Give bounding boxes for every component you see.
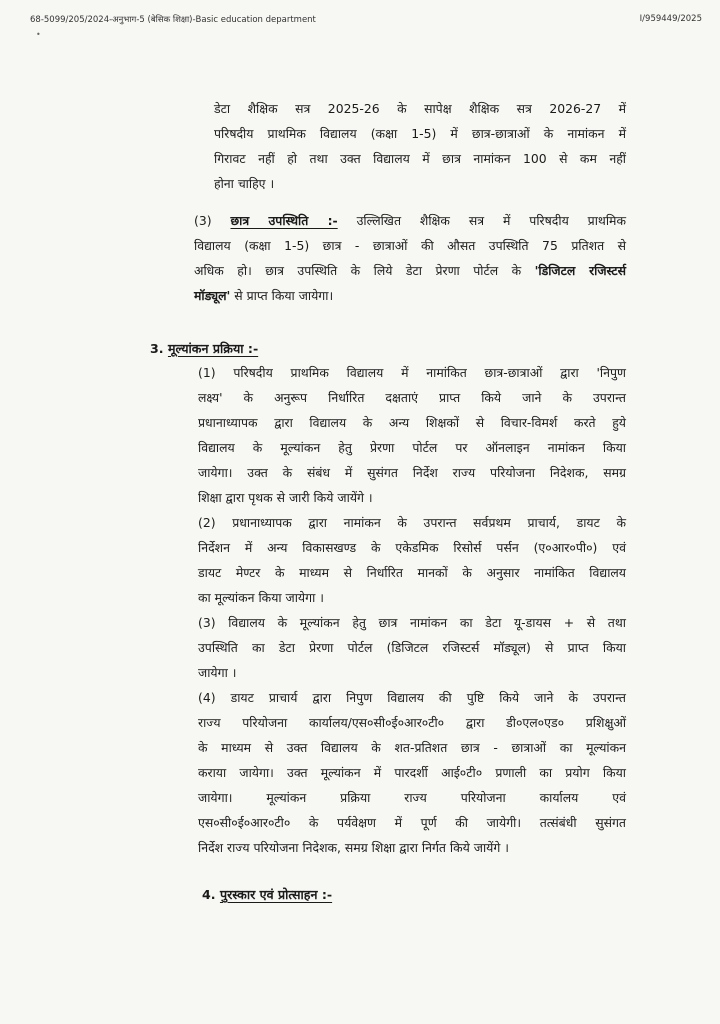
section-number: 3.	[150, 341, 164, 356]
text-line: निर्देशन में अन्य विकासखण्ड के एकेडमिक रिसोर्स पर्सन (ए०आर०पी०) एवं	[198, 540, 626, 555]
text-line	[194, 258, 626, 283]
text-fragment: अधिक हो। छात्र उपस्थिति के लिये डेटा प्रेरणा पोर्टल के	[194, 263, 522, 278]
scan-mark: •	[36, 30, 41, 39]
section-4-heading	[202, 886, 332, 903]
text-line: डायट मेण्टर के माध्यम से निर्धारित मानकों के अनुसार नामांकित विद्यालय	[198, 565, 626, 580]
text-line: (4) डायट प्राचार्य द्वारा निपुण विद्यालय की पुष्टि किये जाने के उपरान्त	[198, 690, 626, 705]
text-line: राज्य परियोजना कार्यालय/एस०सी०ई०आर०टी० द्वारा डी०एल०एड० प्रशिक्षुओं	[198, 715, 626, 730]
module-name: 'डिजिटल रजिस्टर्स	[534, 263, 626, 278]
section-title: मूल्यांकन प्रक्रिया :-	[167, 341, 259, 356]
text-line: का मूल्यांकन किया जायेगा ।	[198, 590, 324, 605]
text-line: (1) परिषदीय प्राथमिक विद्यालय में नामांकित छात्र-छात्राओं द्वारा 'निपुण	[198, 365, 626, 380]
text-fragment: से प्राप्त किया जायेगा।	[234, 288, 334, 303]
text-line: उपस्थिति का डेटा प्रेरणा पोर्टल (डिजिटल रजिस्टर्स मॉड्यूल) से प्राप्त किया	[198, 640, 626, 655]
section-title: पुरस्कार एवं प्रोत्साहन :-	[219, 887, 333, 902]
text-line: निर्देश राज्य परियोजना निदेशक, समग्र शिक्षा द्वारा निर्गत किये जायेंगे ।	[198, 840, 509, 855]
text-line: (2) प्रधानाध्यापक द्वारा नामांकन के उपरान्त सर्वप्रथम प्राचार्य, डायट के	[198, 515, 626, 530]
text-line: जायेगा। मूल्यांकन प्रक्रिया राज्य परियोजना कार्यालय एवं	[198, 790, 626, 805]
text-line: के माध्यम से उक्त विद्यालय के शत-प्रतिशत छात्र - छात्राओं का मूल्यांकन	[198, 740, 626, 755]
text-line: परिषदीय प्राथमिक विद्यालय (कक्षा 1-5) में छात्र-छात्राओं के नामांकन में	[214, 126, 626, 141]
file-reference: 68-5099/205/2024-अनुभाग-5 (बेसिक शिक्षा)-Basic education department	[30, 15, 316, 25]
text-line: विद्यालय (कक्षा 1-5) छात्र - छात्राओं की औसत उपस्थिति 75 प्रतिशत से	[194, 238, 626, 253]
text-line: होना चाहिए ।	[214, 176, 275, 191]
text-line: जायेगा ।	[198, 665, 237, 680]
text-line: एस०सी०ई०आर०टी० के पर्यवेक्षण में पूर्ण की जायेगी। तत्संबंधी सुसंगत	[198, 815, 626, 830]
text-line: डेटा शैक्षिक सत्र 2025-26 के सापेक्ष शैक्षिक सत्र 2026-27 में	[214, 101, 626, 116]
module-name: मॉड्यूल'	[194, 288, 231, 303]
text-line: शिक्षा द्वारा पृथक से जारी किये जायेंगे ।	[198, 490, 373, 505]
text-line: गिरावट नहीं हो तथा उक्त विद्यालय में छात्र नामांकन 100 से कम नहीं	[214, 151, 626, 166]
item-number: (3)	[194, 213, 212, 228]
text-line: कराया जायेगा। उक्त मूल्यांकन में पारदर्शी आई०टी० प्रणाली का प्रयोग किया	[198, 765, 626, 780]
text-line: लक्ष्य' के अनुरूप निर्धारित दक्षताएं प्राप्त किये जाने के उपरान्त	[198, 390, 626, 405]
text-line: जायेगा। उक्त के संबंध में सुसंगत निर्देश राज्य परियोजना निदेशक, समग्र	[198, 465, 626, 480]
text-line	[194, 208, 626, 233]
enrollment-paragraph	[214, 96, 626, 196]
text-line: (3) विद्यालय के मूल्यांकन हेतु छात्र नामांकन का डेटा यू-डायस + से तथा	[198, 615, 626, 630]
document-number: I/959449/2025	[639, 14, 702, 24]
section-3-heading	[150, 340, 258, 357]
attendance-title: छात्र उपस्थिति :-	[230, 213, 338, 228]
text-fragment: उल्लिखित शैक्षिक सत्र में परिषदीय प्राथमिक	[356, 213, 626, 228]
text-line	[194, 283, 626, 308]
text-line: प्रधानाध्यापक द्वारा विद्यालय के अन्य शिक्षकों से विचार-विमर्श करते हुये	[198, 415, 626, 430]
attendance-paragraph	[194, 208, 626, 308]
text-line: विद्यालय के मूल्यांकन हेतु प्रेरणा पोर्टल पर ऑनलाइन नामांकन किया	[198, 440, 626, 455]
section-number: 4.	[202, 887, 216, 902]
evaluation-process-body	[198, 360, 626, 860]
